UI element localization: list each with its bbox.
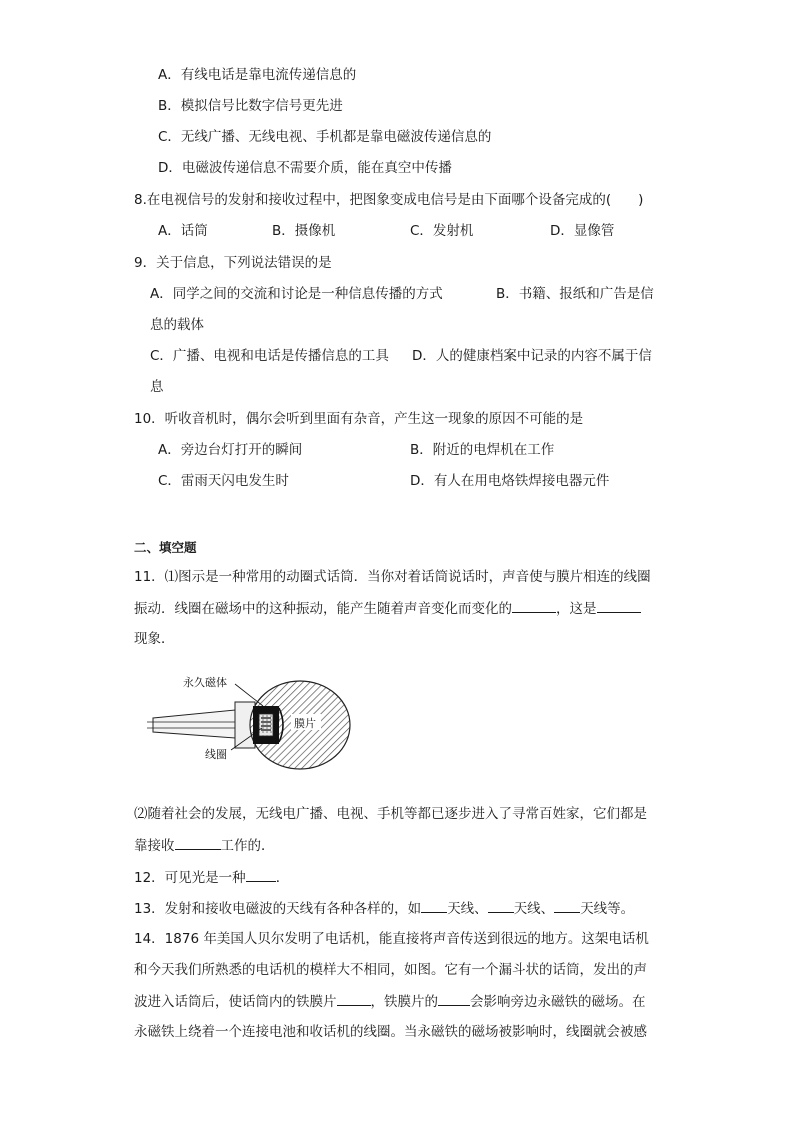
q11-part2-text-a: 靠接收	[134, 838, 175, 854]
q8-option-b: B．摄像机	[272, 223, 336, 239]
q13-blank-1	[421, 899, 447, 913]
q9-option-d: D．人的健康档案中记录的内容不属于信	[412, 348, 652, 364]
q14-line1: 14．1876 年美国人贝尔发明了电话机，能直接将声音传送到很远的地方。这架电话机	[134, 931, 649, 947]
q9-option-b-cont: 息的载体	[150, 317, 204, 333]
q11-line2-text-b: ，这是	[556, 601, 597, 617]
q11-part2-line1: ⑵随着社会的发展，无线电广播、电视、手机等都已逐步进入了寻常百姓家，它们都是	[134, 806, 647, 822]
q13-text-c: 天线、	[513, 901, 555, 917]
q11-blank-1	[512, 599, 556, 613]
q11-part2-line2	[134, 836, 275, 855]
q14-line3-text-c: 会影响旁边永磁铁的磁场。在	[470, 994, 646, 1010]
figure-label-diaphragm: 膜片	[294, 717, 316, 730]
q13-text-b: 天线、	[447, 901, 488, 917]
q14-line2: 和今天我们所熟悉的电话机的模样大不相同，如图。它有一个漏斗状的话筒，发出的声	[134, 962, 647, 978]
q8-stem: 8.在电视信号的发射和接收过程中，把图象变成电信号是由下面哪个设备完成的( )	[134, 192, 644, 208]
q7-option-d: D．电磁波传递信息不需要介质，能在真空中传播	[158, 160, 452, 176]
q8-option-a: A．话筒	[158, 223, 208, 239]
q14-line3-text-b: ，铁膜片的	[370, 994, 438, 1010]
q9-option-d-cont: 息	[150, 379, 164, 395]
q14-line3	[134, 992, 646, 1011]
q12-text-a: 12．可见光是一种	[134, 870, 246, 886]
q11-part2-text-b: 工作的．	[220, 838, 275, 854]
figure-label-coil: 线圈	[205, 748, 227, 761]
section-title-fill-in: 二、填空题	[134, 540, 197, 555]
q8-option-d: D．显像管	[550, 223, 615, 239]
q13-blank-2	[488, 899, 514, 913]
q12-blank	[246, 868, 276, 882]
q12-text-b: ．	[275, 870, 290, 886]
q10-option-d: D．有人在用电烙铁焊接电器元件	[410, 473, 610, 489]
q9-stem: 9．关于信息，下列说法错误的是	[134, 255, 332, 271]
q14-line4: 永磁铁上绕着一个连接电池和收话机的线圈。当永磁铁的磁场被影响时，线圈就会被感	[134, 1024, 647, 1040]
q13-text-a: 13．发射和接收电磁波的天线有各种各样的，如	[134, 901, 422, 917]
q14-line3-text-a: 波进入话筒后，使话筒内的铁膜片	[134, 994, 337, 1010]
q11-line1: 11．⑴图示是一种常用的动圈式话筒．当你对着话筒说话时，声音使与膜片相连的线圈	[134, 569, 651, 585]
q10-stem: 10．听收音机时，偶尔会听到里面有杂音，产生这一现象的原因不可能的是	[134, 411, 584, 427]
q13-blank-3	[554, 899, 580, 913]
q10-option-b: B．附近的电焊机在工作	[410, 442, 555, 458]
q11-line2-text-a: 振动．线圈在磁场中的这种振动，能产生随着声音变化而变化的	[134, 601, 512, 617]
q14-blank-1	[337, 992, 371, 1006]
q11-line3: 现象．	[134, 631, 175, 647]
q10-option-a: A．旁边台灯打开的瞬间	[158, 442, 303, 458]
q13-line	[134, 899, 634, 918]
q8-option-c: C．发射机	[410, 223, 474, 239]
q7-option-a: A．有线电话是靠电流传递信息的	[158, 67, 357, 83]
q12-line	[134, 868, 289, 887]
q11-blank-3	[175, 836, 221, 850]
q9-option-b: B．书籍、报纸和广告是信	[496, 286, 654, 302]
figure-label-magnet: 永久磁体	[183, 676, 227, 689]
q14-blank-2	[438, 992, 470, 1006]
q13-text-d: 天线等。	[580, 901, 635, 917]
q10-option-c: C．雷雨天闪电发生时	[158, 473, 289, 489]
q11-blank-2	[597, 599, 641, 613]
dynamic-microphone-diagram	[145, 670, 365, 770]
q11-line2	[134, 599, 641, 618]
q7-option-b: B．模拟信号比数字信号更先进	[158, 98, 343, 114]
q7-option-c: C．无线广播、无线电视、手机都是靠电磁波传递信息的	[158, 129, 492, 145]
q9-option-a: A．同学之间的交流和讨论是一种信息传播的方式	[150, 286, 443, 302]
figure-label-pole: N	[274, 715, 280, 724]
q9-option-c: C．广播、电视和电话是传播信息的工具	[150, 348, 389, 364]
mic-handle-shape	[153, 710, 235, 738]
